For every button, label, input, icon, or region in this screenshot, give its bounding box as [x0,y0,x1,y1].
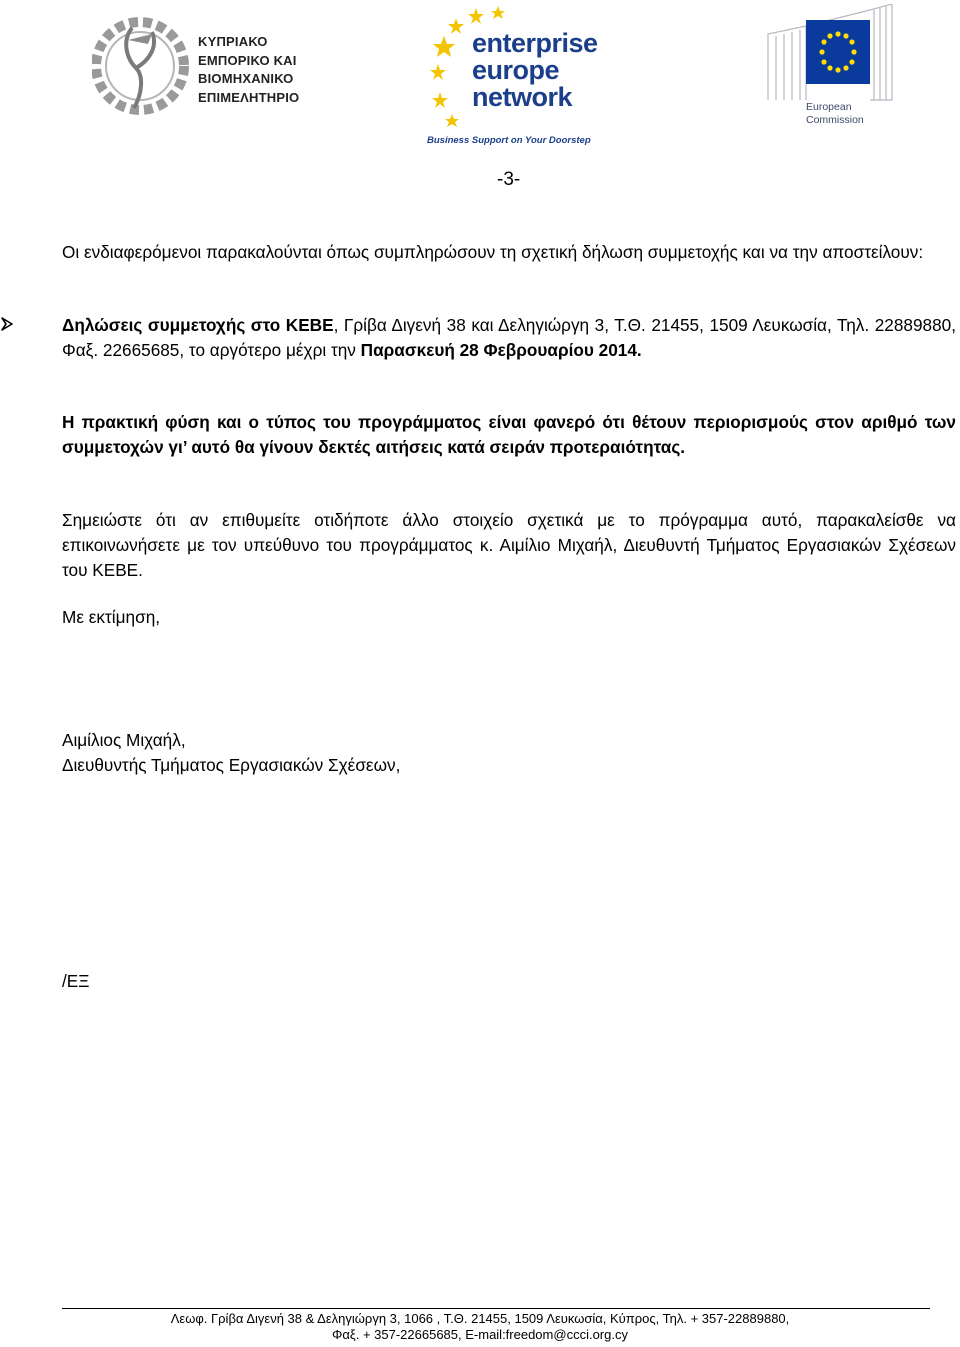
gear-emblem-icon [96,22,184,110]
submission-heading: Δηλώσεις συμμετοχής στο ΚΕΒΕ [62,315,334,335]
submission-paragraph [62,313,956,363]
page-number: -3- [497,169,521,190]
footer-contact: Φαξ. + 357-22665685, E-mail:freedom@ccci.org.cy [332,1327,628,1342]
arrow-bullet-icon [0,316,14,332]
footer-address: Λεωφ. Γρίβα Διγενή 38 & Δεληγιώργη 3, 1066 , Τ.Θ. 21455, 1509 Λευκωσία, Κύπρος, Τηλ. + 357-22889880, [170,1311,790,1326]
contact-paragraph: Σημειώστε ότι αν επιθυμείτε οτιδήποτε άλλο στοιχείο σχετικά με το πρόγραμμα αυτό, παρακαλείσθε να επικοινωνήσετε με τον υπεύθυνο του προγράμματος κ. Αιμίλιο Μιχαήλ, Διευθυντή Τμήματος Εργασιακών Σχέσεων του ΚΕΒΕ. [62,510,956,580]
een-name: enterprise europe network [472,28,598,112]
reference-initials: /ΕΞ [62,971,90,991]
een-tagline: Business Support on Your Doorstep [427,135,591,146]
priority-paragraph: Η πρακτική φύση και ο τύπος του προγράμματος είναι φανερό ότι θέτουν περιορισμούς στον αριθμό των συμμετοχών γι’ αυτό θα γίνουν δεκτές αιτήσεις κατά σειράν προτεραιότητας. [62,412,956,457]
footer-divider [62,1308,930,1309]
kebe-name: ΚΥΠΡΙΑΚΟ ΕΜΠΟΡΙΚΟ ΚΑΙ ΒΙΟΜΗΧΑΝΙΚΟ ΕΠΙΜΕΛΗΤΗΡΙΟ [198,34,300,105]
signature-title: Διευθυντής Τμήματος Εργασιακών Σχέσεων, [62,755,401,775]
eu-flag-icon [806,20,870,84]
submission-address: , Γρίβα Διγενή 38 και Δεληγιώργη 3, Τ.Θ. 21455, 1509 Λευκωσία, Τηλ. 22889880, Φαξ. 22665685, το αργότερο μέχρι την [62,315,956,360]
signature-name: Αιμίλιος Μιχαήλ, [62,730,186,750]
ec-name: European Commission [806,101,864,126]
intro-paragraph: Οι ενδιαφερόμενοι παρακαλούνται όπως συμπληρώσουν τη σχετική δήλωση συμμετοχής και να την αποστείλουν: [62,242,924,262]
submission-deadline: Παρασκευή 28 Φεβρουαρίου 2014. [360,340,642,360]
closing-salutation: Με εκτίμηση, [62,607,161,627]
